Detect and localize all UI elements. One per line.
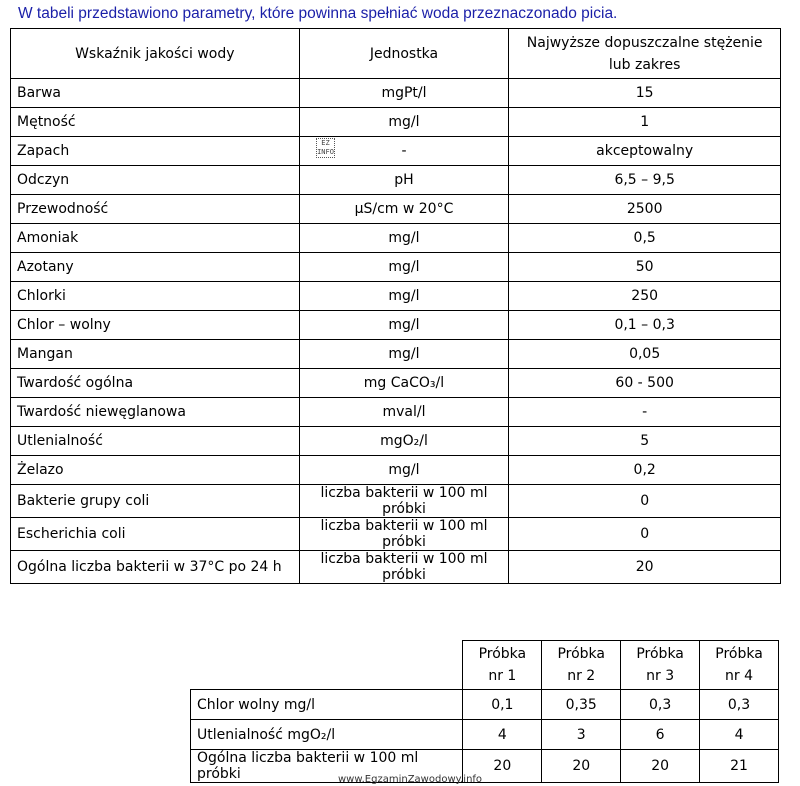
cell-unit: mg/l bbox=[299, 311, 509, 340]
cell-unit: - bbox=[299, 137, 509, 166]
table-row bbox=[11, 398, 781, 427]
cell-parameter: Zapach bbox=[11, 137, 300, 166]
water-quality-table bbox=[10, 28, 781, 584]
table-row bbox=[11, 551, 781, 584]
cell-parameter: Chlorki bbox=[11, 282, 300, 311]
table-row bbox=[11, 340, 781, 369]
samples-row bbox=[191, 720, 779, 750]
cell-parameter: Mętność bbox=[11, 108, 300, 137]
cell-limit: 15 bbox=[509, 79, 781, 108]
cell-unit: mval/l bbox=[299, 398, 509, 427]
cell-parameter: Amoniak bbox=[11, 224, 300, 253]
samples-cell-sample-3: 0,3 bbox=[621, 690, 700, 720]
table-row bbox=[11, 166, 781, 195]
cell-limit: akceptowalny bbox=[509, 137, 781, 166]
cell-unit: liczba bakterii w 100 ml próbki bbox=[299, 485, 509, 518]
cell-unit: pH bbox=[299, 166, 509, 195]
cell-unit: mg/l bbox=[299, 224, 509, 253]
cell-limit: 5 bbox=[509, 427, 781, 456]
table-header-row bbox=[11, 29, 781, 79]
header-unit: Jednostka bbox=[299, 29, 509, 79]
table-row bbox=[11, 137, 781, 166]
table-row bbox=[11, 79, 781, 108]
cell-limit: 60 - 500 bbox=[509, 369, 781, 398]
samples-header-line1: Próbka bbox=[478, 646, 527, 662]
samples-header-line1: Próbka bbox=[636, 646, 684, 662]
cell-parameter: Chlor – wolny bbox=[11, 311, 300, 340]
samples-header-sample-4 bbox=[700, 641, 779, 690]
samples-row-label: Chlor wolny mg/l bbox=[191, 690, 463, 720]
samples-header-line2: nr 3 bbox=[646, 668, 675, 684]
samples-cell-sample-4: 21 bbox=[700, 750, 779, 783]
samples-cell-sample-3: 20 bbox=[621, 750, 700, 783]
cell-limit: 0 bbox=[509, 518, 781, 551]
cell-parameter: Barwa bbox=[11, 79, 300, 108]
samples-row bbox=[191, 750, 779, 783]
samples-cell-sample-1: 20 bbox=[463, 750, 542, 783]
cell-limit: 0,05 bbox=[509, 340, 781, 369]
cell-limit: 2500 bbox=[509, 195, 781, 224]
samples-header-blank bbox=[191, 641, 463, 690]
cell-parameter: Utlenialność bbox=[11, 427, 300, 456]
cell-parameter: Ogólna liczba bakterii w 37°C po 24 h bbox=[11, 551, 300, 584]
samples-cell-sample-4: 0,3 bbox=[700, 690, 779, 720]
samples-header-line2: nr 2 bbox=[567, 668, 596, 684]
table-row bbox=[11, 485, 781, 518]
table-row bbox=[11, 427, 781, 456]
intro-text: W tabeli przedstawiono parametry, które powinna spełniać woda przeznaczonado picia. bbox=[18, 5, 618, 22]
samples-header-row bbox=[191, 641, 779, 690]
samples-cell-sample-2: 20 bbox=[542, 750, 621, 783]
samples-header-line2: nr 4 bbox=[725, 668, 754, 684]
samples-cell-sample-4: 4 bbox=[700, 720, 779, 750]
samples-row-label: Ogólna liczba bakterii w 100 ml próbki bbox=[191, 750, 463, 783]
header-limit bbox=[509, 29, 781, 79]
samples-cell-sample-2: 3 bbox=[542, 720, 621, 750]
samples-header-line1: Próbka bbox=[557, 646, 605, 662]
table-row bbox=[11, 311, 781, 340]
cell-limit: - bbox=[509, 398, 781, 427]
water-quality-table-body bbox=[11, 79, 781, 584]
header-limit-line2: lub zakres bbox=[608, 56, 681, 73]
cell-parameter: Escherichia coli bbox=[11, 518, 300, 551]
cell-unit: mg CaCO₃/l bbox=[299, 369, 509, 398]
cell-unit: liczba bakterii w 100 ml próbki bbox=[299, 518, 509, 551]
samples-cell-sample-1: 4 bbox=[463, 720, 542, 750]
cell-limit: 6,5 – 9,5 bbox=[509, 166, 781, 195]
cell-limit: 250 bbox=[509, 282, 781, 311]
cell-parameter: Twardość niewęglanowa bbox=[11, 398, 300, 427]
samples-cell-sample-1: 0,1 bbox=[463, 690, 542, 720]
cell-unit: mgPt/l bbox=[299, 79, 509, 108]
cell-unit: mg/l bbox=[299, 282, 509, 311]
samples-cell-sample-2: 0,35 bbox=[542, 690, 621, 720]
cell-parameter: Odczyn bbox=[11, 166, 300, 195]
cell-unit: mg/l bbox=[299, 340, 509, 369]
cell-limit: 20 bbox=[509, 551, 781, 584]
site-watermark: www.EgzaminZawodowy.info bbox=[338, 774, 483, 785]
table-row bbox=[11, 518, 781, 551]
cell-limit: 0 bbox=[509, 485, 781, 518]
cell-limit: 0,5 bbox=[509, 224, 781, 253]
cell-parameter: Żelazo bbox=[11, 456, 300, 485]
samples-header-sample-1 bbox=[463, 641, 542, 690]
table-row bbox=[11, 224, 781, 253]
header-limit-line1: Najwyższe dopuszczalne stężenie bbox=[526, 34, 763, 51]
cell-parameter: Twardość ogólna bbox=[11, 369, 300, 398]
samples-header-sample-2 bbox=[542, 641, 621, 690]
samples-row-label: Utlenialność mgO₂/l bbox=[191, 720, 463, 750]
cell-limit: 0,2 bbox=[509, 456, 781, 485]
samples-table bbox=[190, 640, 779, 783]
table-row bbox=[11, 253, 781, 282]
cell-parameter: Bakterie grupy coli bbox=[11, 485, 300, 518]
table-row bbox=[11, 282, 781, 311]
samples-table-body bbox=[191, 690, 779, 783]
cell-unit: liczba bakterii w 100 ml próbki bbox=[299, 551, 509, 584]
table-row bbox=[11, 369, 781, 398]
cell-parameter: Mangan bbox=[11, 340, 300, 369]
cell-limit: 1 bbox=[509, 108, 781, 137]
cell-limit: 50 bbox=[509, 253, 781, 282]
cell-unit: mgO₂/l bbox=[299, 427, 509, 456]
ez-info-badge: EZ INFO bbox=[317, 139, 334, 156]
cell-parameter: Przewodność bbox=[11, 195, 300, 224]
samples-header-line1: Próbka bbox=[715, 646, 763, 662]
samples-row bbox=[191, 690, 779, 720]
cell-unit: µS/cm w 20°C bbox=[299, 195, 509, 224]
table-row bbox=[11, 108, 781, 137]
cell-unit: mg/l bbox=[299, 108, 509, 137]
table-row bbox=[11, 195, 781, 224]
cell-limit: 0,1 – 0,3 bbox=[509, 311, 781, 340]
cell-unit: mg/l bbox=[299, 456, 509, 485]
cell-parameter: Azotany bbox=[11, 253, 300, 282]
cell-unit: mg/l bbox=[299, 253, 509, 282]
table-row bbox=[11, 456, 781, 485]
samples-header-sample-3 bbox=[621, 641, 700, 690]
header-parameter: Wskaźnik jakości wody bbox=[11, 29, 300, 79]
samples-header-line2: nr 1 bbox=[488, 668, 517, 684]
samples-cell-sample-3: 6 bbox=[621, 720, 700, 750]
